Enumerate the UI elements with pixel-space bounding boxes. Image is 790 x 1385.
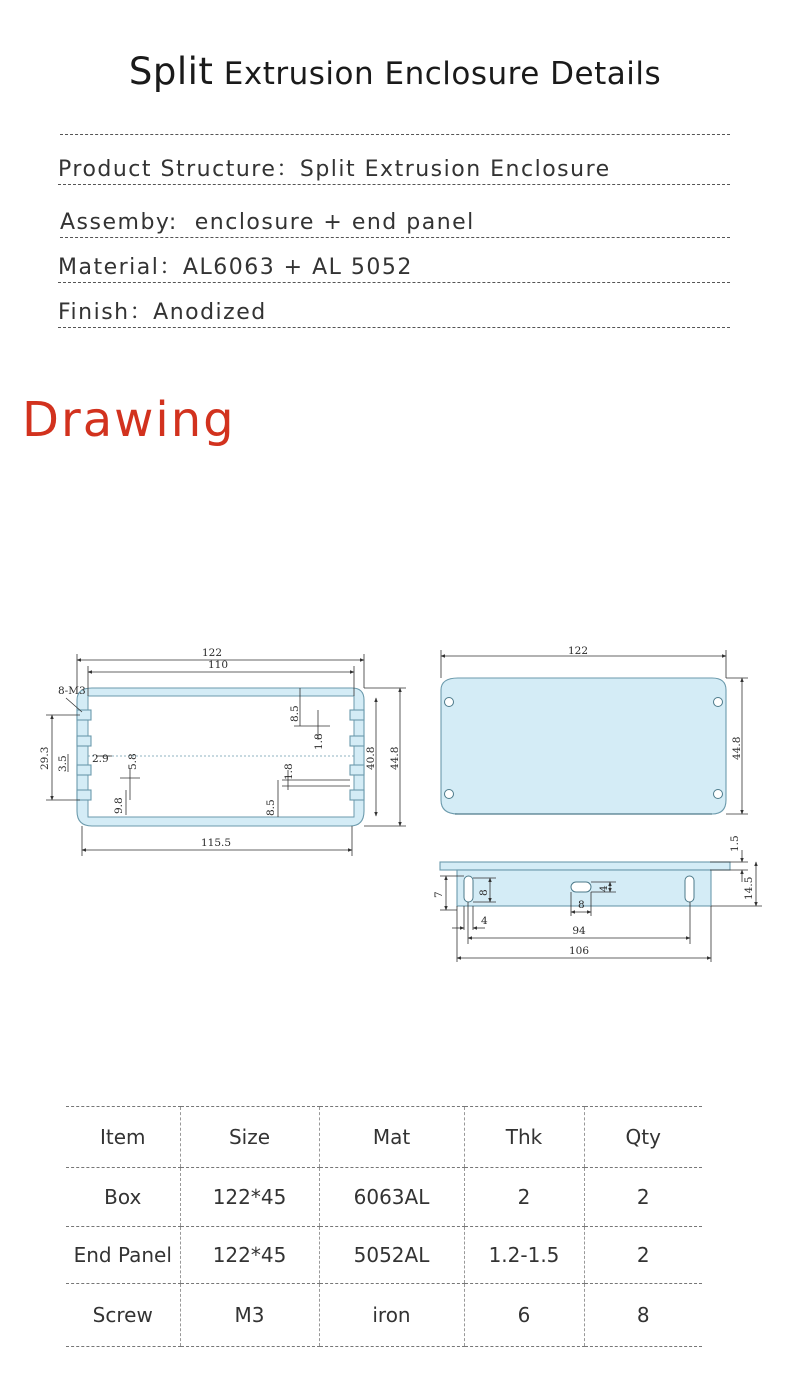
table-cell: 122*45 bbox=[180, 1227, 319, 1284]
table-row bbox=[66, 1227, 702, 1284]
dim-side-4-left: 4 bbox=[481, 915, 488, 927]
dim-44-8: 44.8 bbox=[389, 746, 401, 770]
table-header-cell: Thk bbox=[464, 1107, 584, 1168]
dim-front-width: 122 bbox=[201, 647, 223, 659]
table-cell: 2 bbox=[584, 1227, 702, 1284]
slot-right-top bbox=[350, 710, 364, 720]
table-row bbox=[66, 1168, 702, 1227]
table-cell: 8 bbox=[584, 1284, 702, 1347]
dim-8-5-bot: 8.5 bbox=[265, 799, 277, 816]
table-cell: Box bbox=[66, 1168, 180, 1227]
table-cell: 122*45 bbox=[180, 1168, 319, 1227]
dim-side-1-5: 1.5 bbox=[729, 835, 741, 852]
dim-40-8: 40.8 bbox=[365, 746, 377, 770]
spec-label: Product Structure： bbox=[58, 157, 300, 182]
dim-side-8-right: 8 bbox=[578, 899, 585, 911]
panel-hole-bottom-left bbox=[445, 790, 454, 799]
dim-side-7: 7 bbox=[433, 891, 445, 898]
title-rest: Extrusion Enclosure Details bbox=[223, 56, 662, 92]
table-cell: 2 bbox=[464, 1168, 584, 1227]
side-slot-middle bbox=[571, 882, 591, 892]
spec-row-assembly bbox=[60, 209, 730, 238]
spec-value: enclosure + end panel bbox=[194, 210, 475, 235]
dim-thread: 8-M3 bbox=[58, 685, 86, 697]
panel-hole-top-left bbox=[445, 698, 454, 707]
dim-panel-width: 122 bbox=[567, 645, 589, 657]
spec-table bbox=[66, 1106, 702, 1347]
spec-label: Material： bbox=[58, 255, 183, 280]
drawing-heading: Drawing bbox=[22, 392, 236, 448]
spec-value: AL6063 + AL 5052 bbox=[182, 255, 413, 280]
title-first-word: Split bbox=[128, 50, 214, 93]
table-cell: 5052AL bbox=[319, 1227, 464, 1284]
side-view bbox=[433, 835, 762, 962]
slot-left-low bbox=[77, 765, 91, 775]
slot-right-low bbox=[350, 765, 364, 775]
slot-left-bottom bbox=[77, 790, 91, 800]
spec-row-finish bbox=[58, 299, 730, 328]
dim-side-14-5: 14.5 bbox=[743, 876, 755, 900]
spec-value: Split Extrusion Enclosure bbox=[299, 157, 611, 182]
panel-hole-bottom-right bbox=[714, 790, 723, 799]
spec-value: Anodized bbox=[153, 300, 267, 325]
spec-row-structure bbox=[58, 156, 730, 185]
table-header-row bbox=[66, 1107, 702, 1168]
table-cell: iron bbox=[319, 1284, 464, 1347]
table-header-cell: Qty bbox=[584, 1107, 702, 1168]
table-header-cell: Mat bbox=[319, 1107, 464, 1168]
dim-side-8-left: 8 bbox=[478, 889, 490, 896]
table-cell: 2 bbox=[584, 1168, 702, 1227]
dim-29-3: 29.3 bbox=[39, 746, 51, 770]
spec-top-divider bbox=[60, 134, 730, 135]
table-cell: End Panel bbox=[66, 1227, 180, 1284]
dim-side-106: 106 bbox=[568, 945, 590, 957]
table-cell: 6 bbox=[464, 1284, 584, 1347]
end-panel-view bbox=[441, 645, 748, 814]
table-cell: Screw bbox=[66, 1284, 180, 1347]
slot-left-mid bbox=[77, 736, 91, 746]
dim-1-8-top: 1.8 bbox=[313, 733, 325, 750]
table-cell: 6063AL bbox=[319, 1168, 464, 1227]
spec-label: Assemby: bbox=[60, 210, 178, 235]
spec-row-material bbox=[58, 254, 730, 283]
dim-2-9: 2.9 bbox=[92, 753, 109, 765]
dim-3-5: 3.5 bbox=[57, 755, 69, 772]
dim-panel-height: 44.8 bbox=[731, 736, 743, 760]
table-cell: M3 bbox=[180, 1284, 319, 1347]
panel-hole-top-right bbox=[714, 698, 723, 707]
dim-bottom-width: 115.5 bbox=[200, 837, 232, 849]
dim-inner-width: 110 bbox=[207, 659, 229, 671]
technical-drawing bbox=[0, 630, 790, 970]
table-cell: 1.2-1.5 bbox=[464, 1227, 584, 1284]
side-flange bbox=[440, 862, 730, 870]
page-title bbox=[0, 50, 790, 93]
table-header-cell: Size bbox=[180, 1107, 319, 1168]
side-slot-right bbox=[685, 876, 694, 902]
dim-5-8: 5.8 bbox=[127, 753, 139, 770]
dim-side-94: 94 bbox=[572, 925, 586, 937]
table-row bbox=[66, 1284, 702, 1347]
slot-right-mid bbox=[350, 736, 364, 746]
side-slot-left bbox=[464, 876, 473, 902]
dim-side-4-right: 4 bbox=[598, 885, 610, 892]
front-profile-view bbox=[39, 647, 406, 856]
dim-9-8: 9.8 bbox=[113, 797, 125, 814]
spec-label: Finish： bbox=[58, 300, 154, 325]
dim-8-5-top: 8.5 bbox=[289, 705, 301, 722]
table-header-cell: Item bbox=[66, 1107, 180, 1168]
dim-1-8-bot: 1.8 bbox=[283, 763, 295, 780]
slot-right-bottom bbox=[350, 790, 364, 800]
end-panel-outline bbox=[441, 678, 726, 814]
